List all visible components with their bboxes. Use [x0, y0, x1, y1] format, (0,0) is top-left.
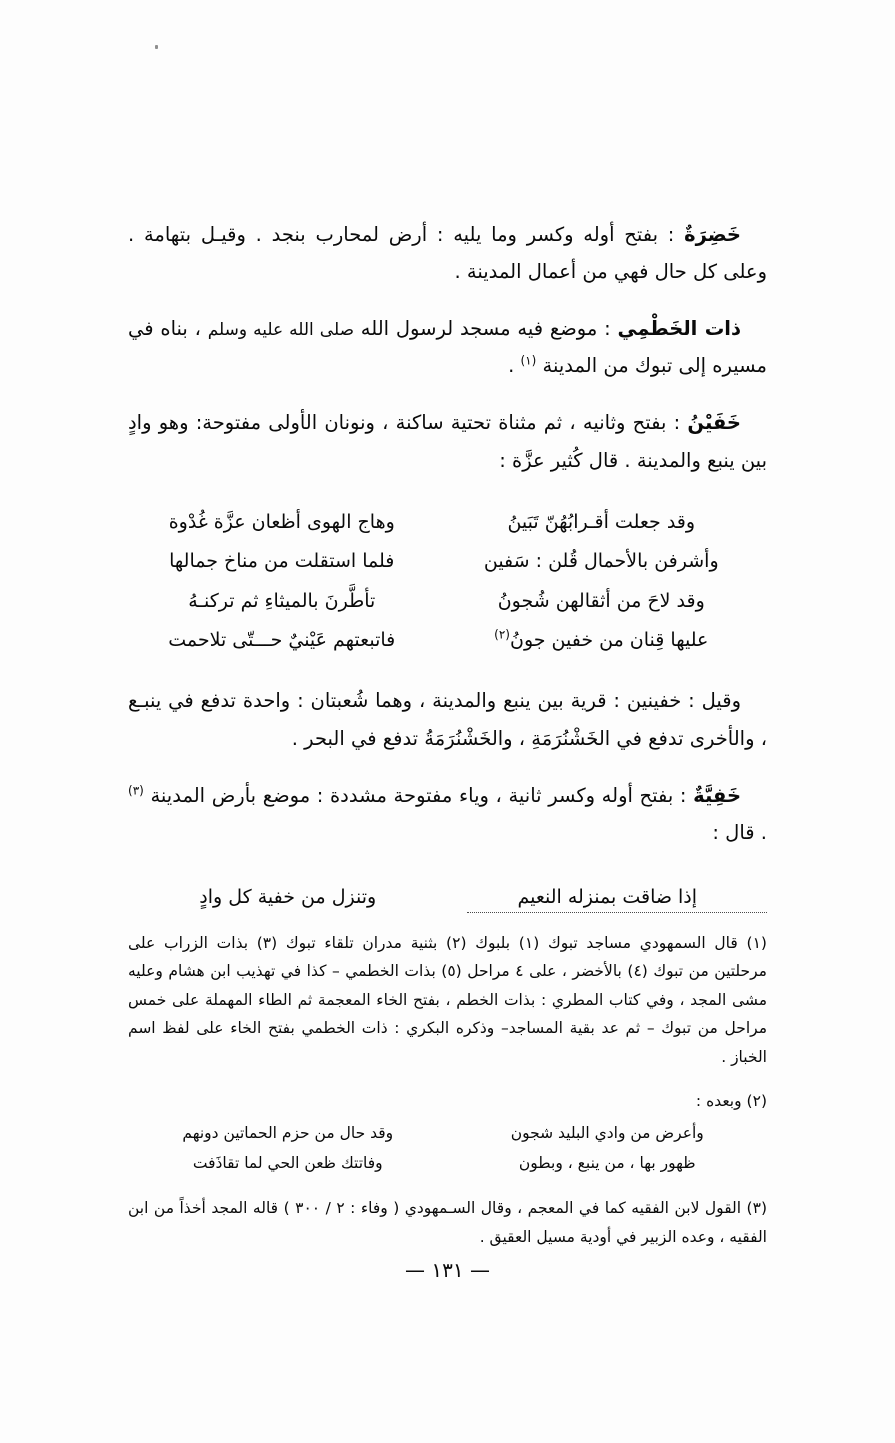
dictionary-entry-khadira — [128, 216, 767, 291]
dictionary-entry-khafiyya — [128, 777, 767, 852]
footnote-separator-rule — [467, 912, 767, 913]
entry-headword: خَضِرَةٌ — [684, 222, 741, 246]
footnote-reference-1[interactable]: (١) — [520, 353, 537, 368]
footnote-marker: (٣) — [746, 1199, 767, 1218]
footnote-1 — [128, 929, 767, 1072]
footnote-text: قال السمهودي مساجد تبوك (١) بلبوك (٢) بثنية مدران تلقاء تبوك (٣) بذات الزراب على مرحلتين من تبوك (٤) بالأخضر ، على ٤ مراحل (٥) بذات الخطمي – كذا في تهذيب ابن هشام وعليه مشى المجد ، وفي كتاب المطري : بذات الخطم ، بفتح الخاء المعجمة ثم الطاء المهملة على خمس مراحل من تبوك – ثم عد بقية المساجد– وذكره البكري : ذات الخطمي بفتح الخاء على لفظ اسم الخباز . — [128, 933, 767, 1066]
hemistich-first: فاتبعتهم عَيْنيٌ حـــتّى تلاحمت — [168, 629, 396, 652]
footnote-2 — [128, 1087, 767, 1116]
entry-definition: : بفتح أوله وكسر وما يليه : أرض لمحارب بنجد . وقيـل بتهامة . وعلى كل حال فهي من أعمال المدينة . — [128, 222, 767, 283]
dictionary-entry-khafiyayn — [128, 404, 767, 479]
page-body-text — [128, 196, 767, 940]
hemistich-second — [442, 621, 768, 660]
note-text: وقيل : خفينين : قرية بين ينبع والمدينة ، وهما شُعبتان : واحدة تدفع في ينبـع ، والأخرى تدفع في الخَشْنُرَمَةِ ، والخَشْنُرَمَةُ تدفع في البحر . — [128, 689, 767, 750]
entry-definition: : بفتح وثانيه ، ثم مثناة تحتية ساكنة ، ونونان الأولى مفتوحة: وهو وادٍ بين ينبع والمدينة . قال كُثير عزَّة : — [128, 411, 767, 472]
footnote-verse-line — [128, 1118, 767, 1148]
entry-definition-before: : بفتح أوله وكسر ثانية ، وياء مفتوحة مشددة : موضع بأرض المدينة — [143, 783, 694, 807]
hemistich-first: وفاتتك ظعن الحي لما تقاذَفت — [192, 1154, 383, 1173]
entry-definition-end: . قال : — [712, 821, 767, 845]
hemistich-second: إذا ضاقت بمنزله النعيم — [517, 885, 698, 908]
entry-definition-before: : موضع فيه مسجد لرسول الله — [354, 316, 618, 340]
verse-line — [128, 621, 767, 660]
poem-kuthayyir-azza — [128, 503, 767, 660]
hemistich-second: وقد جعلت أقـرابُهُنّ تَبَينُ — [507, 511, 696, 534]
entry-definition-end: . — [508, 354, 521, 378]
hemistich-second: ظهور بها ، من ينبع ، وبطون — [518, 1154, 696, 1173]
hemistich-first: تأطَّرنَ بالميثاءِ ثم تركنـهُ — [188, 589, 376, 612]
entry-headword: خَفِيَّةٌ — [693, 783, 741, 807]
verse-line — [128, 542, 767, 581]
entry-headword: خَفَيْنُ — [687, 411, 741, 435]
hemistich-first: وتنزل من خفية كل وادٍ — [199, 885, 377, 908]
hemistich-second: وأشرفن بالأحمال قُلن : سَفين — [483, 550, 719, 573]
dictionary-entry-dhat-al-khatmi — [128, 310, 767, 385]
page-number: — ١٣١ — — [405, 1258, 490, 1282]
entry-definition-after: ، بناه في مسيره إلى تبوك من المدينة — [128, 316, 767, 378]
hemistich-second-text: عليها قِنان من خفين جونُ — [509, 629, 709, 652]
footnote-3 — [128, 1194, 767, 1251]
scan-artifact-speck — [155, 45, 158, 49]
footnote-reference-3[interactable]: (٣) — [128, 783, 144, 798]
hemistich-first: وقد حال من حزم الحماتين دونهم — [182, 1124, 394, 1143]
verse-line — [128, 503, 767, 542]
footnote-text: وبعده : — [695, 1091, 747, 1110]
footnote-marker: (٢) — [746, 1091, 767, 1110]
hemistich-second: وقد لاحَ من أثقالهن شُجونُ — [497, 589, 705, 612]
entry-headword: ذات الخَطْمِي — [617, 316, 741, 340]
footnote-text: القول لابن الفقيه كما في المعجم ، وقال السـمهودي ( وفاء : ٢ / ٣٠٠ ) قاله المجد أخذاً من ابن الفقيه ، وعده الزبير في أودية مسيل العقيق . — [128, 1199, 767, 1246]
hemistich-first: وهاج الهوى أظعان عزَّة غُدْوة — [168, 511, 395, 534]
footnote-2-poem — [128, 1118, 767, 1178]
footnote-marker: (١) — [746, 933, 767, 952]
salla-allahu-alayhi-wasallam-glyph: صلى الله عليه وسلم — [207, 319, 355, 340]
single-verse-line — [128, 878, 767, 916]
dictionary-note-khafiyayn — [128, 682, 767, 757]
hemistich-second: وأعرض من وادي البليد شجون — [510, 1124, 704, 1143]
footnote-section — [128, 912, 767, 1253]
footnote-reference-2[interactable]: (٢) — [494, 627, 510, 642]
verse-line — [128, 582, 767, 621]
hemistich-first: فلما استقلت من مناخ جمالها — [169, 550, 395, 573]
footnote-verse-line — [128, 1148, 767, 1178]
